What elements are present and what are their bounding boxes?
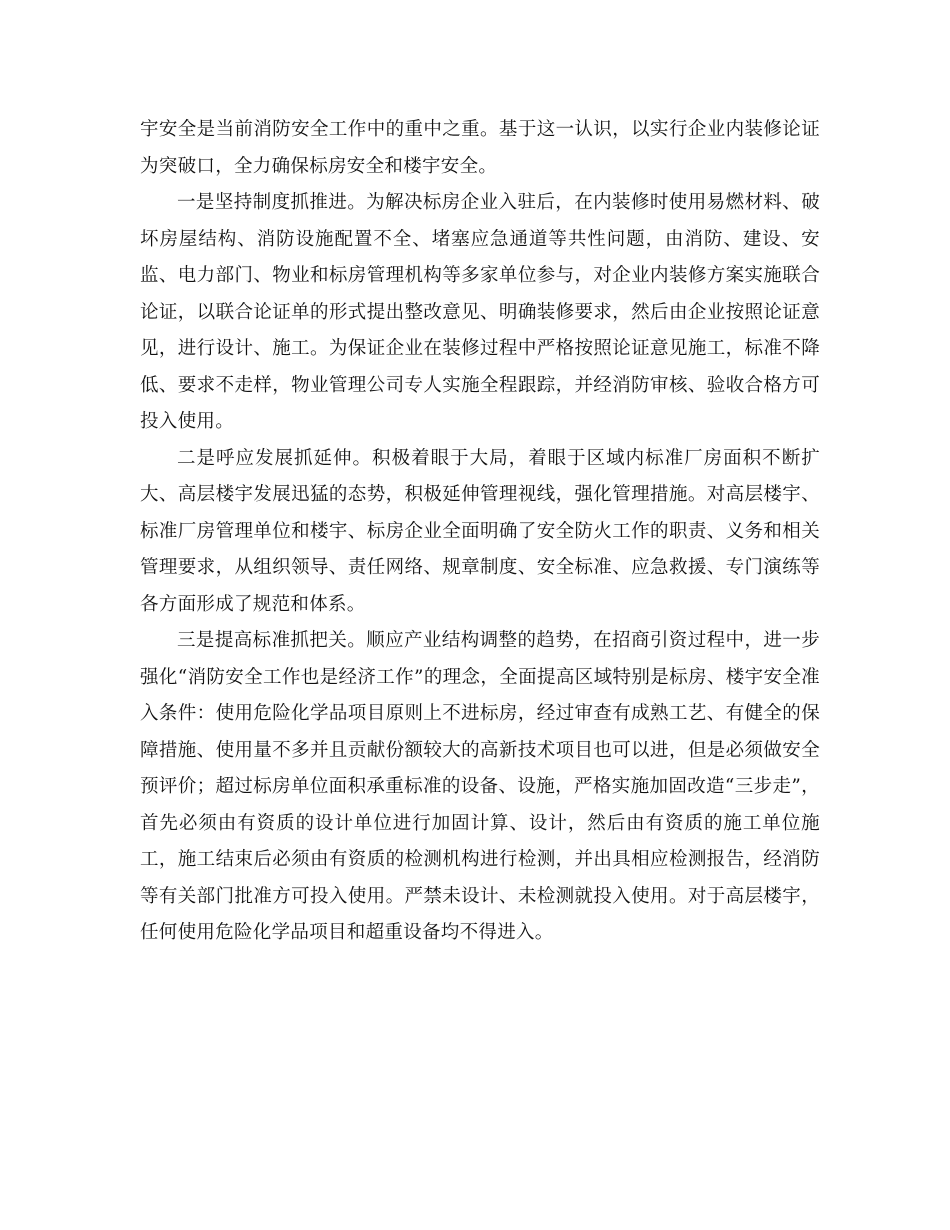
paragraph-standards-checkpoint: 三是提高标准抓把关。顺应产业结构调整的趋势，在招商引资过程中，进一步强化“消防安全工作也是经济工作”的理念，全面提高区域特别是标房、楼宇安全准入条件：使用危险化学品项目原则上不进标房，经过审查有成熟工艺、有健全的保障措施、使用量不多并且贡献份额较大的高新技术项目也可以进，但是必须做安全预评价；超过标房单位面积承重标准的设备、设施，严格实施加固改造“三步走”，首先必须由有资质的设计单位进行加固计算、设计，然后由有资质的施工单位施工，施工结束后必须由有资质的检测机构进行检测，并出具相应检测报告，经消防等有关部门批准方可投入使用。严禁未设计、未检测就投入使用。对于高层楼宇，任何使用危险化学品项目和超重设备均不得进入。 [140,630,820,943]
paragraph-development-extension: 二是呼应发展抓延伸。积极着眼于大局，着眼于区域内标准厂房面积不断扩大、高层楼宇发展迅猛的态势，积极延伸管理视线，强化管理措施。对高层楼宇、标准厂房管理单位和楼宇、标房企业全面明确了安全防火工作的职责、义务和相关管理要求，从组织领导、责任网络、规章制度、安全标准、应急救援、专门演练等各方面形成了规范和体系。 [140,447,820,615]
paragraph-continuation: 宇安全是当前消防安全工作中的重中之重。基于这一认识，以实行企业内装修论证为突破口，全力确保标房安全和楼宇安全。 [140,119,820,177]
document-body [140,112,820,952]
paragraph-system-promotion: 一是坚持制度抓推进。为解决标房企业入驻后，在内装修时使用易燃材料、破坏房屋结构、消防设施配置不全、堵塞应急通道等共性问题，由消防、建设、安监、电力部门、物业和标房管理机构等多家单位参与，对企业内装修方案实施联合论证，以联合论证单的形式提出整改意见、明确装修要求，然后由企业按照论证意见，进行设计、施工。为保证企业在装修过程中严格按照论证意见施工，标准不降低、要求不走样，物业管理公司专人实施全程跟踪，并经消防审核、验收合格方可投入使用。 [140,192,820,432]
